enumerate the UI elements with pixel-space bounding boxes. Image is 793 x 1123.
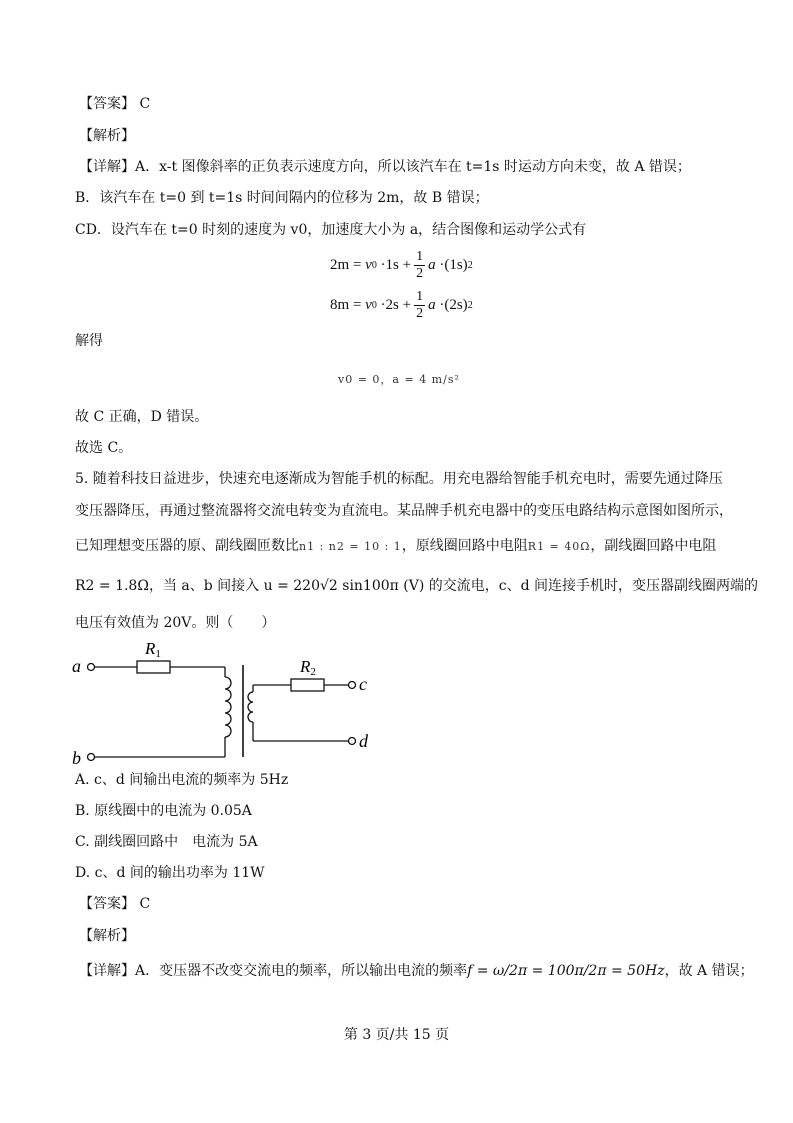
option-d: D. c、d 间的输出功率为 11W (75, 865, 265, 881)
terminal-b-label: b (72, 748, 81, 768)
result-equation: v0 = 0，a = 4 m/s² (338, 373, 460, 386)
answer-value-2: C (139, 896, 151, 912)
q5-stem-3: 已知理想变压器的原、副线圈匝数比n1 : n2 = 10 : 1，原线圈回路中电阻R1 = 40Ω，副线圈回路中电阻 (75, 538, 717, 554)
q5-stem-2: 变压器降压，再通过整流器将交流电转变为直流电。某品牌手机充电器中的变压电路结构示意图如图所示， (75, 503, 733, 519)
answer-line-1 (79, 94, 150, 114)
q5-stem-4: R2 = 1.8Ω，当 a、b 间接入 u = 220√2 sin100π (V) 的交流电，c、d 间连接手机时，变压器副线圈两端的 (75, 578, 759, 594)
detail-label: 【详解】 (79, 159, 135, 175)
terminal-a-label: a (72, 656, 81, 676)
answer-label: 【答案】 (79, 96, 135, 112)
equation-2: 8m = v 0 ·2s + $\frac{1}{2}$ a ·(2s) 2 (330, 289, 473, 321)
resistor-r1 (137, 661, 170, 673)
terminal-c (349, 682, 356, 689)
option-c: C. 副线圈回路中 电流为 5A (75, 834, 258, 850)
detail-line-a (79, 157, 691, 177)
r1-value: R1 = 40Ω (527, 540, 591, 553)
transformer-circuit-diagram (65, 632, 385, 770)
choice: 故选 C。 (75, 440, 133, 456)
resistor-r2 (291, 679, 324, 691)
q5-stem-1: 5. 随着科技日益进步，快速充电逐渐成为智能手机的标配。用充电器给智能手机充电时，需要先通过降压 (75, 471, 723, 487)
analysis-label-1: 【解析】 (79, 128, 135, 144)
solve-label: 解得 (75, 333, 103, 349)
detail-text-a: A．x-t 图像斜率的正负表示速度方向，所以该汽车在 t=1s 时运动方向未变，故 A 错误； (135, 159, 691, 175)
terminal-c-label: c (359, 674, 367, 694)
terminal-d (349, 738, 356, 745)
option-a: A. c、d 间输出电流的频率为 5Hz (75, 772, 289, 788)
terminal-b (88, 754, 95, 761)
detail-line-cd: CD．设汽车在 t=0 时刻的速度为 v0，加速度大小为 a，结合图像和运动学公式有 (75, 222, 587, 238)
terminal-a (88, 664, 95, 671)
option-b: B. 原线圈中的电流为 0.05A (75, 803, 252, 819)
analysis-label-2: 【解析】 (79, 928, 135, 944)
r2-label: R2 (300, 657, 316, 678)
frequency-formula: f = ω/2π = 100π/2π = 50Hz (467, 963, 665, 979)
primary-coil (225, 677, 231, 737)
conclusion: 故 C 正确，D 错误。 (75, 409, 209, 425)
equation-1: 2m = v 0 ·1s + $\frac{1}{2}$ a ·(1s) 2 (330, 249, 473, 281)
secondary-coil (248, 692, 253, 722)
detail-line-b: B．该汽车在 t=0 到 t=1s 时间间隔内的位移为 2m，故 B 错误； (75, 190, 489, 206)
answer-value: C (139, 96, 151, 112)
q5-stem-5: 电压有效值为 20V。则（ ） (75, 615, 276, 631)
r1-label: R1 (145, 639, 161, 660)
detail-line-q5: 【详解】A．变压器不改变交流电的频率，所以输出电流的频率f = ω/2π = 100π/2π = 50Hz，故 A 错误； (79, 963, 754, 979)
terminal-d-label: d (359, 731, 368, 751)
answer-line-2: 【答案】 C (79, 896, 151, 912)
page-footer: 第 3 页/共 15 页 (343, 1027, 450, 1043)
turns-ratio: n1 : n2 = 10 : 1 (299, 540, 402, 553)
